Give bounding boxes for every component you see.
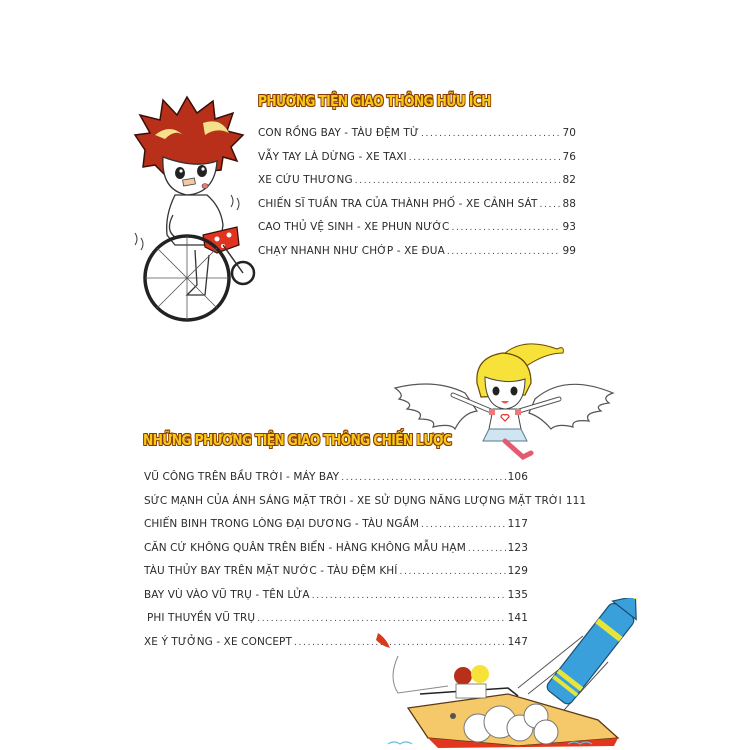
toc-entry-page: 147 [507,635,528,648]
toc-entry[interactable] [258,198,576,222]
toc-entry-title: BAY VÙ VÀO VŨ TRỤ - TÊN LỬA [144,588,310,601]
dot-leader [468,544,506,554]
dot-leader [341,473,505,483]
toc-entry[interactable] [144,542,528,566]
toc-entry[interactable] [258,245,576,269]
toc-entry-title: XE CỨU THƯƠNG [258,174,353,186]
toc-entry-title: TÀU THỦY BAY TRÊN MẶT NƯỚC - TÀU ĐỆM KHÍ [144,565,398,577]
toc-entry-page: 135 [507,588,528,601]
toc-entry[interactable] [144,565,528,589]
toc-entry-page: 93 [562,221,576,233]
dot-leader [421,129,560,139]
toc-entry-title: CHIẾN BINH TRONG LÒNG ĐẠI DƯƠNG - TÀU NGẦM [144,518,420,530]
toc-entry[interactable] [258,151,576,175]
toc-entry[interactable] [144,471,528,495]
toc-entry-page: 141 [507,612,528,624]
toc-entry-title: CAO THỦ VỆ SINH - XE PHUN NƯỚC [258,221,450,233]
dot-leader [400,567,506,577]
toc-entry[interactable] [258,127,576,151]
toc-entry[interactable] [144,494,587,519]
dot-leader [355,176,561,186]
toc-entry-title: CHẠY NHANH NHƯ CHỚP - XE ĐUA [258,244,445,257]
toc-entry-title: VẪY TAY LÀ DỪNG - XE TAXI [258,150,407,163]
toc-entry-page: 106 [507,471,528,483]
toc-entry-page: 82 [562,174,576,186]
boat-and-pen-rocket-illustration [368,598,643,750]
dot-leader [421,520,506,530]
toc-entry-title: VŨ CÔNG TRÊN BẦU TRỜI - MÁY BAY [144,471,340,483]
dot-leader [447,247,561,257]
toc-entry-page: 123 [507,541,528,554]
boy-on-bicycle-illustration [125,95,265,325]
dot-leader [451,223,560,233]
toc-entry-page: 99 [562,244,576,257]
toc-entry-page: 70 [562,127,576,139]
toc-entry-title: PHI THUYỀN VŨ TRỤ [147,612,256,624]
toc-entry[interactable] [258,174,576,198]
toc-entry[interactable] [258,221,576,245]
toc-entry[interactable] [144,518,528,542]
toc-list-useful-vehicles [258,127,576,268]
dot-leader [409,153,561,163]
section-heading-useful-vehicles: PHƯƠNG TIỆN GIAO THÔNG HỮU ÍCH [258,92,491,110]
toc-entry-page: 129 [507,565,528,577]
toc-entry-title: XE Ý TƯỞNG - XE CONCEPT [144,635,293,648]
toc-entry-title: SỨC MẠNH CỦA ÁNH SÁNG MẶT TRỜI - XE SỬ DỤNG NĂNG LƯỢNG MẶT TRỜI [144,494,562,507]
toc-entry-page: 88 [562,197,576,210]
toc-entry-page: 76 [562,150,576,163]
dot-leader [540,200,561,210]
toc-entry-title: CĂN CỨ KHÔNG QUÂN TRÊN BIỂN - HÀNG KHÔNG MẪU HẠM [144,541,466,554]
toc-entry-title: CHIẾN SĨ TUẦN TRA CỦA THÀNH PHỐ - XE CẢNH SÁT [258,197,538,210]
toc-entry-page: 111 [565,494,587,507]
section-heading-strategic-vehicles: NHỮNG PHƯƠNG TIỆN GIAO THÔNG CHIẾN LƯỢC [143,431,452,449]
toc-entry-title: CON RỒNG BAY - TÀU ĐỆM TỪ [258,127,420,139]
toc-entry-page: 117 [507,518,528,530]
